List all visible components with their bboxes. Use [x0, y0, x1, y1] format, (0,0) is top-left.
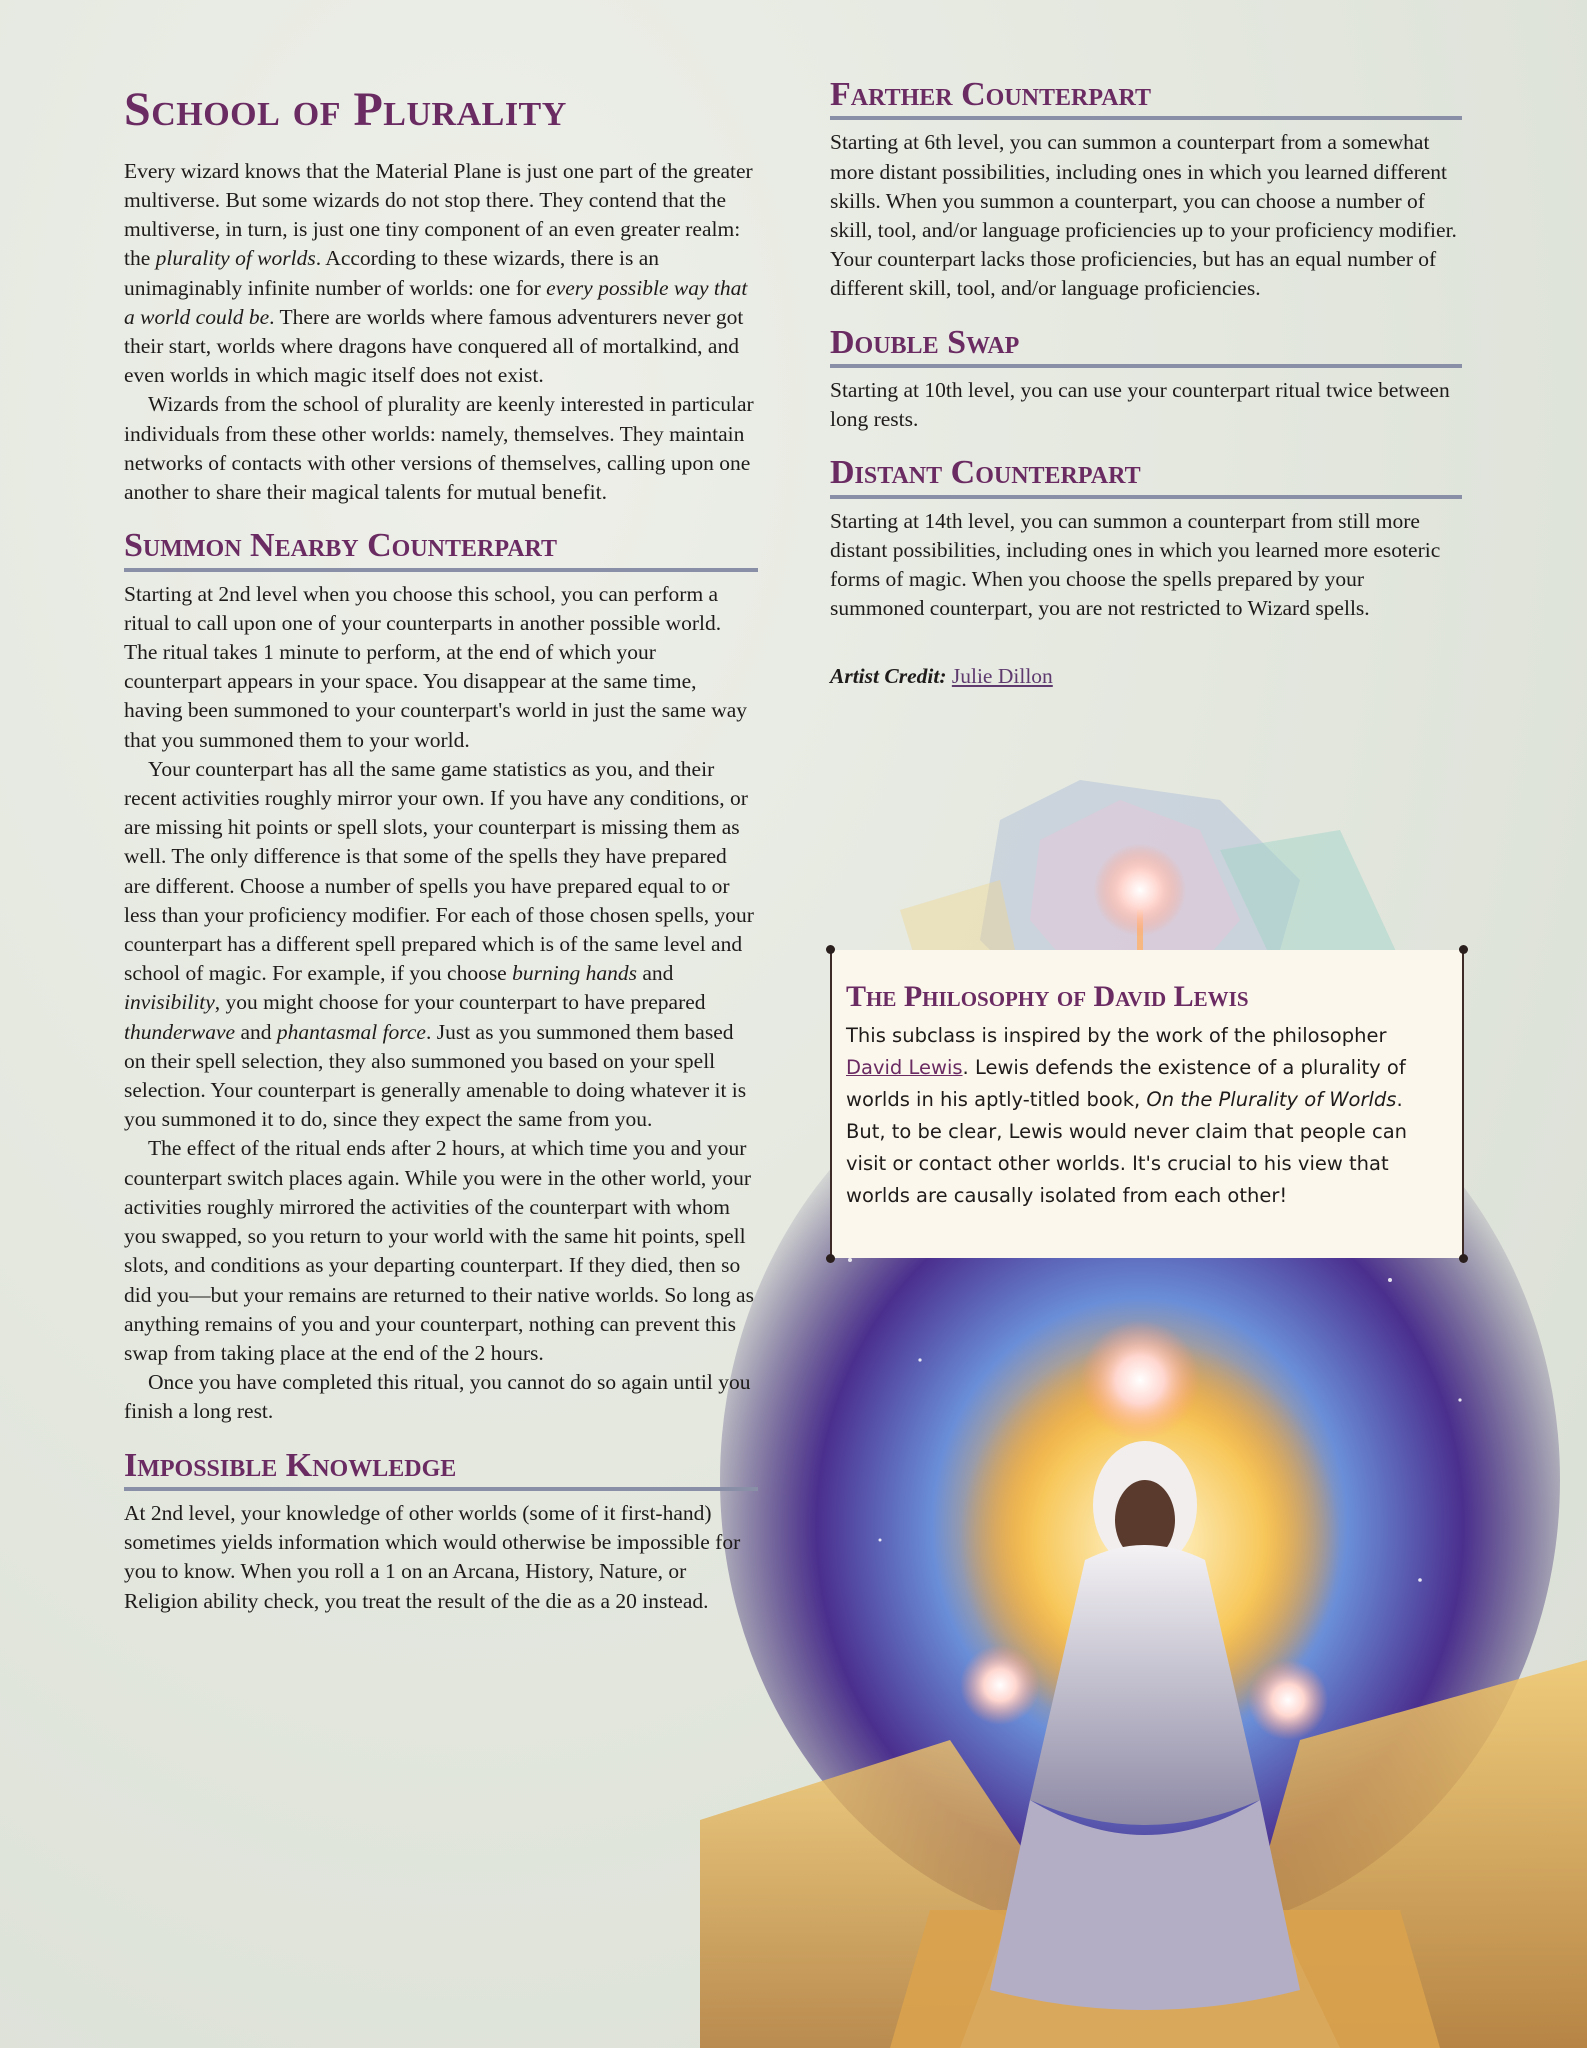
heading-distant: Distant Counterpart [830, 454, 1462, 498]
david-lewis-link[interactable]: David Lewis [846, 1056, 963, 1079]
section-distant [830, 454, 1462, 623]
note-corner-dot [826, 945, 835, 954]
note-text-a: This subclass is inspired by the work of the philosopher [846, 1024, 1387, 1047]
heading-impossible-knowledge: Impossible Knowledge [124, 1447, 758, 1491]
summon-text-c: , you might choose for your counterpart to have prepared [214, 990, 706, 1015]
distant-paragraph-1: Starting at 14th level, you can summon a counterpart from still more distant possibilities, including ones in which you learned more esoteric forms of magic. When you choose the spells prepared by your summoned counterpart, you are not restricted to Wizard spells. [830, 508, 1441, 621]
intro-text-a: Every wizard knows that the Material Plane is just one part of the greater multiverse. But some wizards do not stop there. They contend that the multiverse, in turn, is just one tiny component of an even greater realm: the [124, 158, 753, 271]
double-swap-paragraph-1: Starting at 10th level, you can use your counterpart ritual twice between long rests. [830, 378, 1450, 432]
left-column [124, 84, 758, 1616]
artist-credit-label: Artist Credit: [830, 663, 947, 688]
summon-paragraph-3: The effect of the ritual ends after 2 hours, at which time you and your counterpart switch places again. While you were in the other world, your activities roughly mirrored the activities of the counterpart with whom you swapped, so you return to your world with the same hit points, spell slots, and conditions as your departing counterpart. If they died, then so did you—but your remains are returned to their native worlds. So long as anything remains of you and your counterpart, nothing can prevent this swap from taking place at the end of the 2 hours. [124, 1136, 754, 1365]
farther-paragraph-1: Starting at 6th level, you can summon a counterpart from a somewhat more distant possibilities, including ones in which you learned different skills. When you summon a counterpart, you can choose a number of skill, tool, and/or language proficiencies up to your proficiency modifier. Your counterpart lacks those proficiencies, but has an equal number of different skill, tool, and/or language proficiencies. [830, 130, 1457, 301]
note-book-title: On the Plurality of Worlds [1146, 1088, 1397, 1111]
summon-text-b: and [636, 961, 674, 986]
note-text-c: . But, to be clear, Lewis would never claim that people can visit or contact other worlds. It's crucial to his view that worlds are causally isolated from each other! [846, 1088, 1408, 1207]
heading-double-swap: Double Swap [830, 324, 1462, 368]
intro-emphasis-plurality: plurality of worlds [155, 246, 316, 271]
summon-text-a: Your counterpart has all the same game statistics as you, and their recent activities roughly mirror your own. If you have any conditions, or are missing hit points or spell slots, your counterpart is missing them as well. The only difference is that some of the spells they have prepared are different. Choose a number of spells you have prepared equal to or less than your proficiency modifier. For each of those chosen spells, your counterpart has a different spell prepared which is of the same level and school of magic. For example, if you choose [124, 756, 754, 986]
summon-text-d: and [235, 1019, 277, 1044]
impossible-paragraph-1: At 2nd level, your knowledge of other worlds (some of it first-hand) sometimes yields information which would otherwise be impossible for you to know. When you roll a 1 on an Arcana, History, Nature, or Religion ability check, you treat the result of the die as a 20 instead. [124, 1500, 741, 1613]
summon-paragraph-4: Once you have completed this ritual, you cannot do so again until you finish a long rest. [124, 1370, 751, 1424]
right-column [830, 76, 1462, 689]
section-double-swap [830, 324, 1462, 435]
intro-text-b: . According to these wizards, there is an unimaginably infinite number of worlds: one for [124, 246, 660, 300]
intro-paragraph-1 [124, 157, 758, 391]
spell-phantasmal-force: phantasmal force [276, 1019, 426, 1044]
note-text-b: . Lewis defends the existence of a plurality of worlds in his aptly-titled book, [846, 1056, 1406, 1111]
summon-paragraph-1: Starting at 2nd level when you choose this school, you can perform a ritual to call upon one of your counterparts in another possible world. The ritual takes 1 minute to perform, at the end of which your counterpart appears in your space. You disappear at the same time, having been summoned to your counterpart's world in just the same way that you summoned them to your world. [124, 581, 748, 752]
artist-credit-link[interactable]: Julie Dillon [951, 663, 1053, 688]
spell-thunderwave: thunderwave [124, 1019, 236, 1044]
sidebar-note [830, 950, 1464, 1258]
note-corner-dot [1459, 945, 1468, 954]
note-paragraph [846, 1020, 1448, 1212]
intro-emphasis-every-way: every possible way that a world could be [124, 275, 748, 329]
note-heading: The Philosophy of David Lewis [846, 980, 1249, 1013]
spell-invisibility: invisibility [124, 990, 215, 1015]
section-summon-nearby [124, 527, 758, 1426]
section-farther [830, 76, 1462, 304]
heading-summon-nearby: Summon Nearby Counterpart [124, 527, 758, 571]
note-corner-dot [826, 1254, 835, 1263]
note-corner-dot [1459, 1254, 1468, 1263]
section-impossible-knowledge [124, 1447, 758, 1616]
intro-text-c: . There are worlds where famous adventurers never got their start, worlds where dragons have conquered all of mortalkind, and even worlds in which magic itself does not exist. [124, 304, 744, 388]
summon-text-e: . Just as you summoned them based on their spell selection, they also summoned you based on your spell selection. Your counterpart is generally amenable to doing whatever it is you summoned it to do, since they expect the same from you. [124, 1019, 747, 1132]
artist-credit [830, 664, 1462, 689]
spell-burning-hands: burning hands [512, 961, 637, 986]
summon-paragraph-2 [124, 755, 758, 1135]
intro-paragraph-2: Wizards from the school of plurality are keenly interested in particular individuals from these other worlds: namely, themselves. They maintain networks of contacts with other versions of themselves, calling upon one another to share their magical talents for mutual benefit. [124, 392, 754, 505]
page-title: School of Plurality [124, 83, 567, 136]
heading-farther: Farther Counterpart [830, 76, 1462, 120]
